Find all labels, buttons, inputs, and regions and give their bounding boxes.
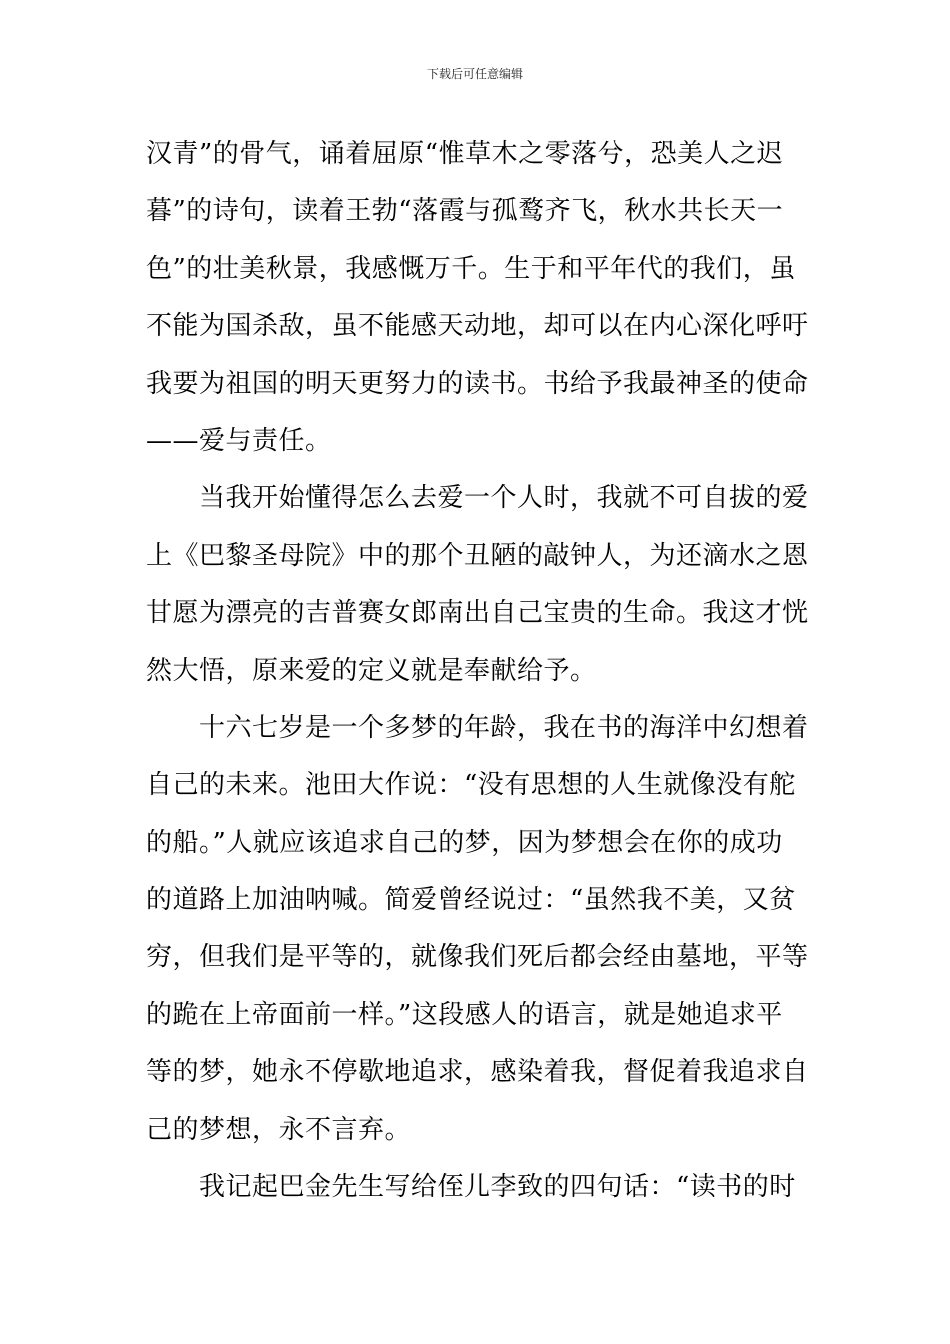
- text-line: 自己的未来。池田大作说：“没有思想的人生就像没有舵: [146, 770, 796, 801]
- text-line: 的跪在上帝面前一样。”这段感人的语言，就是她追求平: [146, 999, 783, 1030]
- text-line: ——爱与责任。: [146, 425, 332, 456]
- page-header: 下载后可任意编辑: [426, 67, 523, 81]
- text-line: 色”的壮美秋景，我感慨万千。生于和平年代的我们，虽: [146, 253, 796, 284]
- text-line: 我要为祖国的明天更努力的读书。书给予我最神圣的使命: [146, 368, 809, 399]
- paragraph-start-line: 十六七岁是一个多梦的年龄，我在书的海洋中幻想着: [199, 712, 809, 743]
- text-line: 上《巴黎圣母院》中的那个丑陋的敲钟人，为还滴水之恩: [146, 540, 809, 571]
- document-body: [146, 126, 809, 1216]
- text-line: 穷，但我们是平等的，就像我们死后都会经由墓地，平等: [146, 942, 809, 973]
- text-line: 汉青”的骨气，诵着屈原“惟草木之零落兮，恐美人之迟: [146, 139, 784, 169]
- text-line: 等的梦，她永不停歇地追求，感染着我，督促着我追求自: [146, 1057, 809, 1088]
- text-line: 然大悟，原来爱的定义就是奉献给予。: [146, 655, 597, 686]
- paragraph-start-line: 当我开始懂得怎么去爱一个人时，我就不可自拔的爱: [199, 483, 809, 514]
- text-line: 甘愿为漂亮的吉普赛女郎南出自己宝贵的生命。我这才恍: [146, 598, 809, 629]
- text-line: 的船。”人就应该追求自己的梦，因为梦想会在你的成功: [146, 827, 783, 858]
- text-line: 的道路上加油呐喊。简爱曾经说过：“虽然我不美，又贫: [146, 885, 796, 916]
- text-line: 暮”的诗句，读着王勃“落霞与孤鹜齐飞，秋水共长天一: [146, 196, 784, 227]
- text-line: 己的梦想，永不言弃。: [146, 1114, 412, 1145]
- text-line: 不能为国杀敌，虽不能感天动地，却可以在内心深化呼吁: [146, 311, 809, 342]
- paragraph-start-line: 我记起巴金先生写给侄儿李致的四句话：“读书的时: [199, 1172, 796, 1203]
